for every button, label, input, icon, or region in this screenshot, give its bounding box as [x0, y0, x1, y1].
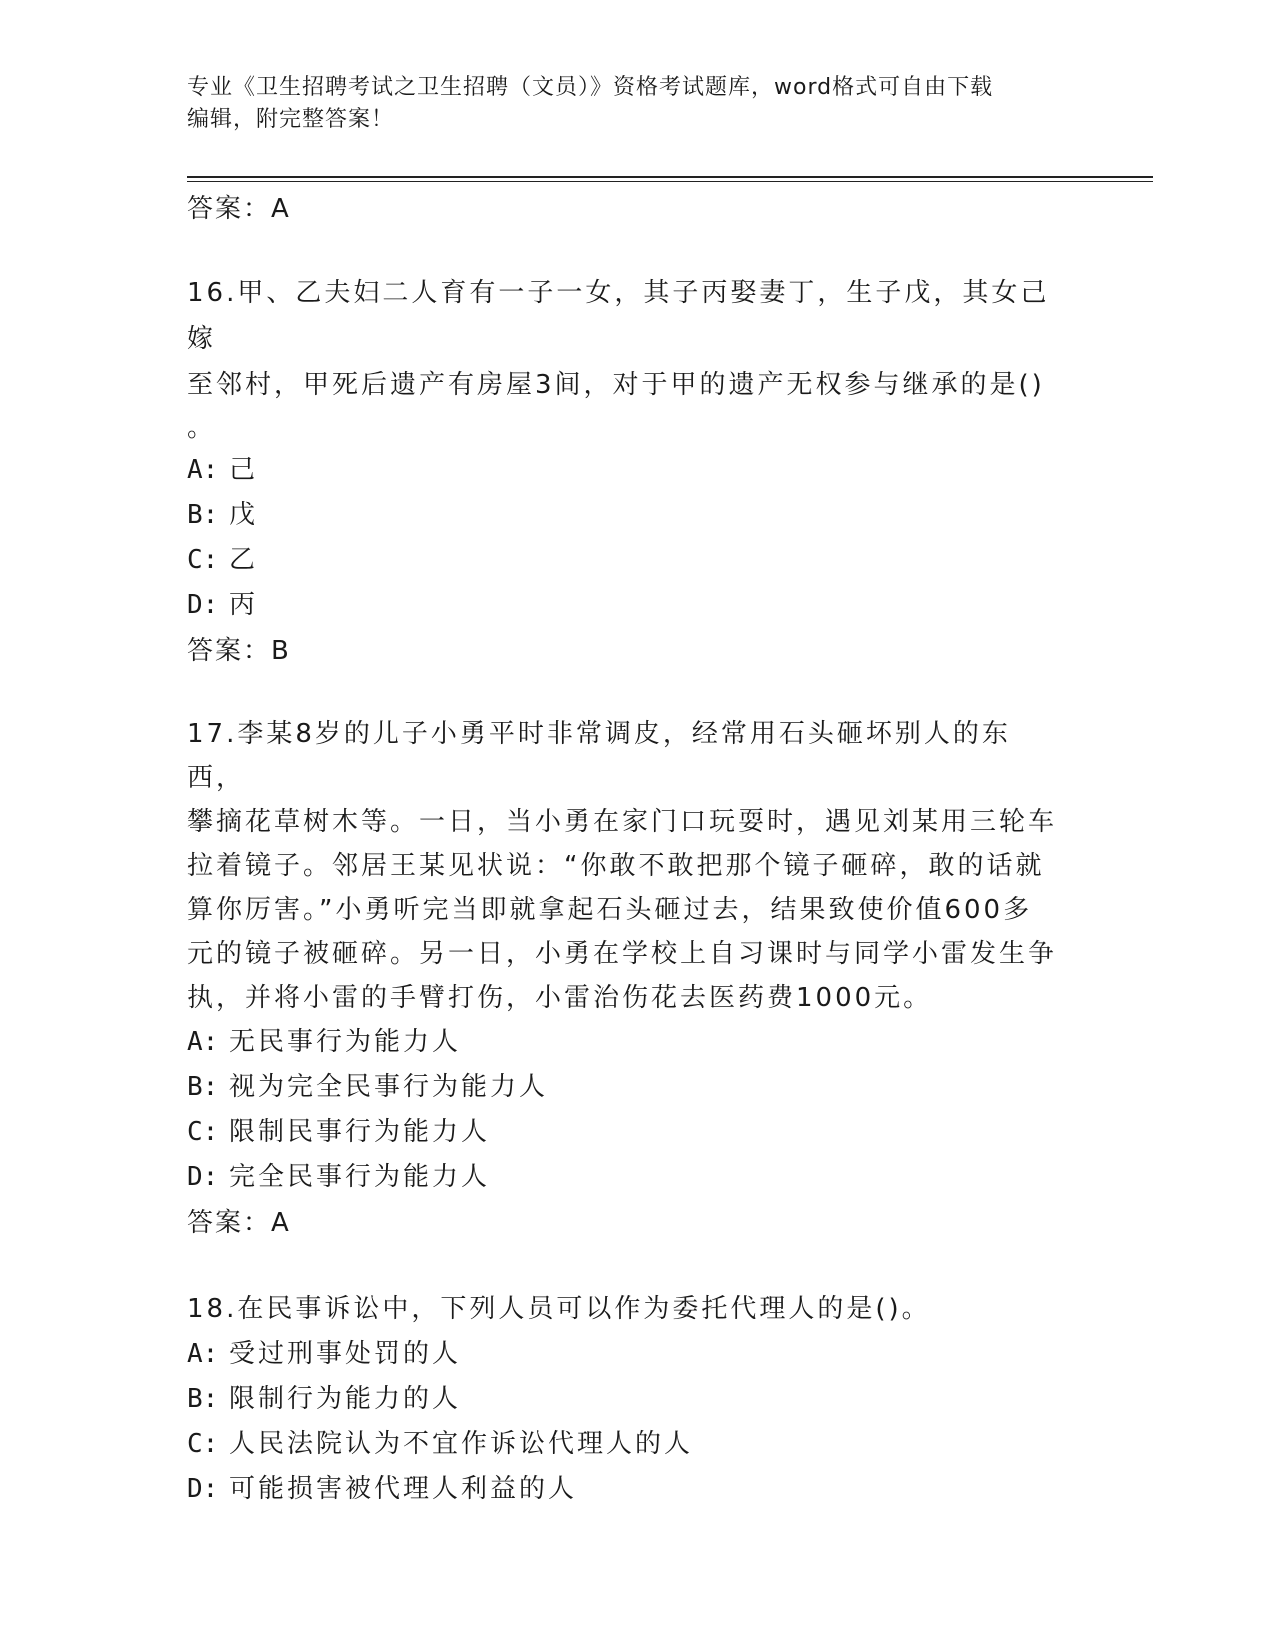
question-stem [187, 270, 1067, 408]
option-text: 人民法院认为不宜作诉讼代理人的人 [229, 1429, 694, 1459]
header-rule-thin [187, 181, 1153, 182]
option-b [187, 493, 1067, 538]
option-key: C: [187, 1429, 219, 1459]
option-text: 戊 [229, 500, 259, 530]
question-16 [187, 270, 1067, 674]
option-key: B: [187, 1384, 219, 1414]
option-key: A: [187, 1027, 219, 1057]
header-rule-thick [187, 176, 1153, 178]
option-c [187, 1110, 1067, 1155]
option-a [187, 1332, 1067, 1377]
stem-line: 17.李某8岁的儿子小勇平时非常调皮，经常用石头砸坏别人的东西， [187, 719, 1011, 793]
stem-line: 拉着镜子。邻居王某见状说：“你敢不敢把那个镜子砸碎，敢的话就 [187, 851, 1045, 881]
stem-line: 。 [187, 413, 217, 443]
option-d [187, 1467, 1067, 1512]
option-a [187, 1020, 1067, 1065]
option-key: C: [187, 1117, 219, 1147]
stem-line: 18.在民事诉讼中，下列人员可以作为委托代理人的是()。 [187, 1294, 931, 1324]
question-body [187, 186, 1067, 1512]
option-text: 可能损害被代理人利益的人 [229, 1474, 578, 1504]
option-text: 无民事行为能力人 [229, 1027, 462, 1057]
option-text: 受过刑事处罚的人 [229, 1339, 462, 1369]
option-key: D: [187, 1474, 219, 1504]
answer-line: 答案：B [187, 636, 291, 666]
option-key: B: [187, 500, 219, 530]
answer-line: 答案：A [187, 194, 291, 224]
header-line-2: 编辑，附完整答案！ [187, 107, 395, 132]
option-c [187, 1422, 1067, 1467]
option-text: 限制行为能力的人 [229, 1384, 462, 1414]
option-text: 丙 [229, 590, 259, 620]
option-key: B: [187, 1072, 219, 1102]
stem-line: 至邻村，甲死后遗产有房屋3间，对于甲的遗产无权参与继承的是() [187, 370, 1045, 400]
question-17 [187, 712, 1067, 1246]
stem-line: 算你厉害。”小勇听完当即就拿起石头砸过去，结果致使价值600多 [187, 895, 1033, 925]
header-line-1: 专业《卫生招聘考试之卫生招聘（文员）》资格考试题库，word格式可自由下载 [187, 75, 994, 100]
stem-line: 16.甲、乙夫妇二人育有一子一女，其子丙娶妻丁，生子戊，其女己嫁 [187, 278, 1050, 354]
option-b [187, 1377, 1067, 1422]
option-key: D: [187, 590, 219, 620]
option-key: A: [187, 1339, 219, 1369]
question-18 [187, 1286, 1067, 1512]
question-stem [187, 1286, 1067, 1332]
answer-line: 答案：A [187, 1208, 291, 1238]
option-key: D: [187, 1162, 219, 1192]
option-c [187, 538, 1067, 583]
option-key: C: [187, 545, 219, 575]
page-header [187, 72, 1067, 136]
option-text: 限制民事行为能力人 [229, 1117, 491, 1147]
option-text: 完全民事行为能力人 [229, 1162, 491, 1192]
stem-line: 攀摘花草树木等。一日，当小勇在家门口玩耍时，遇见刘某用三轮车 [187, 807, 1058, 837]
option-b [187, 1065, 1067, 1110]
option-text: 视为完全民事行为能力人 [229, 1072, 549, 1102]
stem-line: 执，并将小雷的手臂打伤，小雷治伤花去医药费1000元。 [187, 983, 933, 1013]
option-key: A: [187, 455, 219, 485]
option-a [187, 448, 1067, 493]
option-text: 己 [229, 455, 259, 485]
option-d [187, 583, 1067, 628]
question-stem [187, 712, 1067, 1020]
option-d [187, 1155, 1067, 1200]
option-text: 乙 [229, 545, 259, 575]
stem-line: 元的镜子被砸碎。另一日，小勇在学校上自习课时与同学小雷发生争 [187, 939, 1058, 969]
